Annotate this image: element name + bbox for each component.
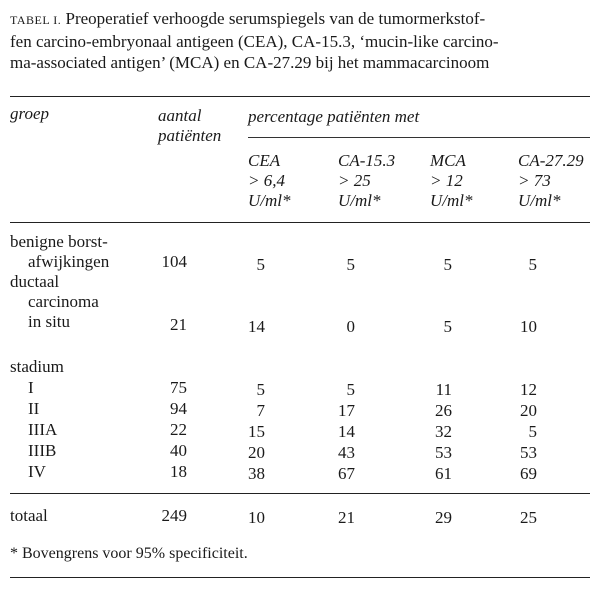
table-cell: 0	[346, 317, 355, 336]
table-cell: 20	[248, 443, 265, 462]
row-stadium-label: stadium	[10, 357, 64, 376]
caption-line-1: Preoperatief verhoogde serumspiegels van de tumormerkstof-	[65, 9, 486, 28]
table-cell: 5	[346, 380, 355, 399]
table-cell: 5	[256, 380, 265, 399]
bottom-rule	[10, 577, 590, 578]
header-col-mca: MCA > 12 U/ml*	[430, 151, 473, 210]
caption-line-2: fen carcino-embryonaal antigeen (CEA), CA-15.3, ‘mucin-like carcino-	[10, 32, 499, 51]
table-cell: IV	[28, 462, 46, 481]
table-cell: 5	[443, 317, 452, 336]
top-rule	[10, 96, 590, 97]
footnote: * Bovengrens voor 95% specificiteit.	[10, 545, 248, 562]
table-cell: 10	[520, 317, 537, 336]
table-cell: 14	[338, 422, 355, 441]
table-cell: 5	[528, 255, 537, 274]
header-groep: groep	[10, 104, 50, 123]
table-cell: 21	[338, 508, 355, 527]
table-cell: II	[28, 399, 40, 418]
table-cell: 75	[170, 378, 187, 397]
header-rule	[10, 222, 590, 223]
header-aantal: aantal patiënten	[158, 106, 222, 145]
table-cell: 7	[256, 401, 265, 420]
table-cell: 67	[338, 464, 355, 483]
table-cell: 11	[435, 380, 452, 399]
table-caption	[10, 8, 499, 73]
table-cell: 29	[435, 508, 452, 527]
table-cell: 5	[443, 255, 452, 274]
table-cell: IIIA	[28, 420, 58, 439]
totals-rule	[10, 493, 590, 494]
table-cell: 53	[435, 443, 452, 462]
table-cell: 18	[170, 462, 187, 481]
table-cell: 25	[520, 508, 537, 527]
table-tag: TABEL I.	[10, 13, 62, 27]
table-cell: 53	[520, 443, 537, 462]
table-cell: 21	[170, 315, 187, 334]
table-cell: 22	[170, 420, 187, 439]
table-cell: 249	[161, 506, 187, 525]
table-cell: I	[28, 378, 34, 397]
row-dcis-label: ductaal carcinoma in situ	[10, 272, 99, 331]
table-cell: 17	[338, 401, 355, 420]
table-cell: 5	[346, 255, 355, 274]
table-cell: 14	[248, 317, 265, 336]
header-col-cea: CEA > 6,4 U/ml*	[248, 151, 291, 210]
header-col-ca153: CA-15.3 > 25 U/ml*	[338, 151, 396, 210]
table-cell: 69	[520, 464, 537, 483]
table-cell: 20	[520, 401, 537, 420]
table-cell: 5	[256, 255, 265, 274]
table-cell: 61	[435, 464, 452, 483]
table-cell: IIIB	[28, 441, 57, 460]
caption-line-3: ma-associated antigen’ (MCA) en CA-27.29 bij het mammacarcinoom	[10, 53, 490, 72]
header-col-ca2729: CA-27.29 > 73 U/ml*	[518, 151, 584, 210]
table-cell: 104	[161, 252, 187, 271]
table-cell: 12	[520, 380, 537, 399]
table-cell: 43	[338, 443, 355, 462]
table-cell: 10	[248, 508, 265, 527]
row-totaal-label: totaal	[10, 506, 48, 525]
table-cell: 32	[435, 422, 452, 441]
percentage-rule	[248, 137, 590, 138]
table-cell: 5	[528, 422, 537, 441]
table-cell: 94	[170, 399, 187, 418]
table-cell: 40	[170, 441, 187, 460]
header-percentage: percentage patiënten met	[248, 107, 420, 126]
table-cell: 15	[248, 422, 265, 441]
row-benigne-label: benigne borst- afwijkingen	[10, 232, 110, 271]
table-cell: 26	[435, 401, 452, 420]
table-cell: 38	[248, 464, 265, 483]
